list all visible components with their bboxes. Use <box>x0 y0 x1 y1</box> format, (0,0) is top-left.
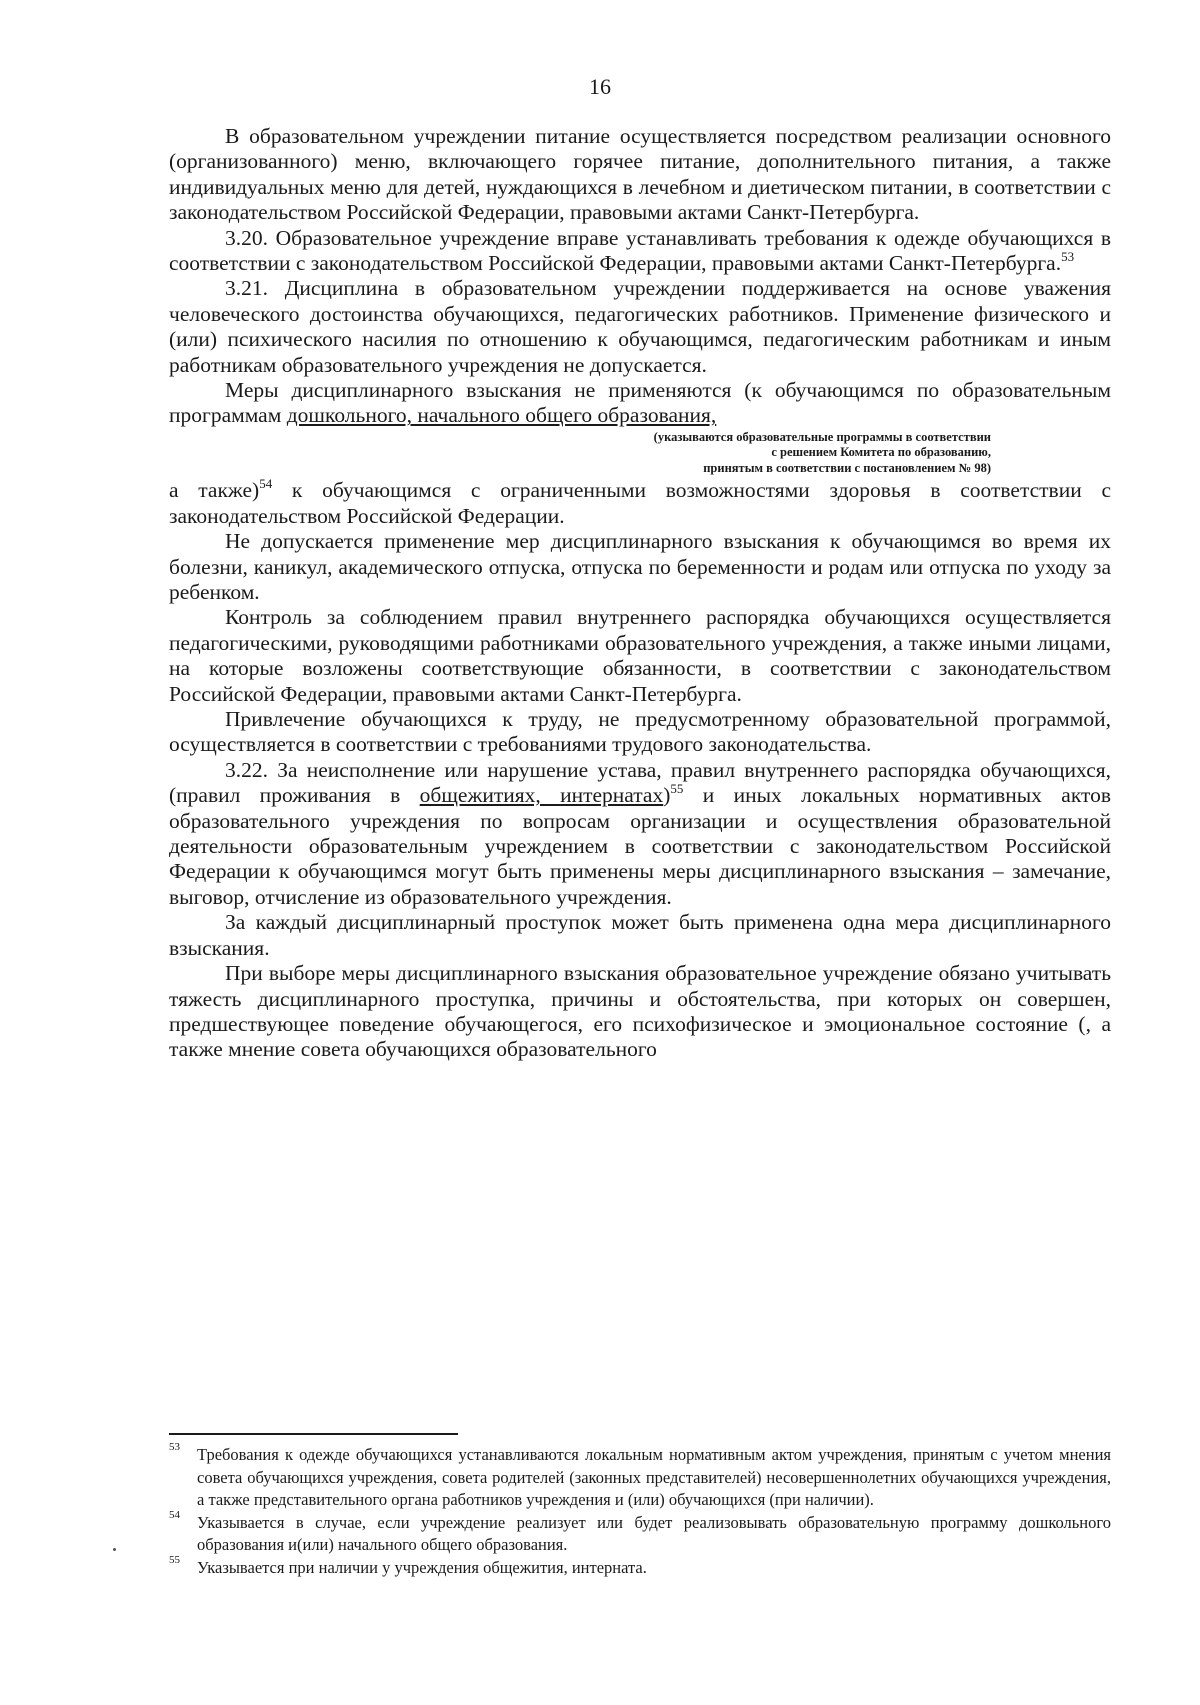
closing-paren: ) <box>663 783 671 808</box>
paragraph-choice-of-measure: При выборе меры дисциплинарного взыскания образовательное учреждение обязано учитывать тяжесть дисциплинарного проступка, причины и обстоятельства, при которых он совершен, предшествующее поведение обучающегося, его психофизическое и эмоциональное состояние (, а также мнение совета обучающихся образовательного <box>169 961 1111 1062</box>
footnote-ref-55: 55 <box>670 781 684 797</box>
footnote-55 <box>169 1553 1111 1580</box>
paragraph-text: Меры дисциплинарного взыскания не применяются (к обучающимся по образовательным программам <box>169 378 1111 428</box>
hint-line: принятым в соответствии с постановлением № 98) <box>703 460 991 475</box>
footnote-text: Указывается в случае, если учреждение реализует или будет реализовывать образовательную программу дошкольного образования и(или) начального общего образования. <box>197 1512 1111 1555</box>
footnote-text: Указывается при наличии у учреждения общежития, интерната. <box>197 1557 647 1577</box>
paragraph-control: Контроль за соблюдением правил внутреннего распорядка обучающихся осуществляется педагогическими, руководящими работниками образовательного учреждения, а также иными лицами, на которые возложены соответствующие обязанности, в соответствии с законодательством Российской Федерации, правовыми актами Санкт-Петербурга. <box>169 605 1111 706</box>
paragraph-text: к обучающимся с ограниченными возможностями здоровья в соответствии с законодательством Российской Федерации. <box>169 478 1111 528</box>
underlined-dormitories: общежитиях, интернатах <box>419 783 664 808</box>
footnote-mark: 53 <box>169 1441 180 1453</box>
footnotes <box>169 1441 1111 1580</box>
footnote-mark: 54 <box>169 1508 180 1521</box>
underlined-programs: дошкольного, начального общего образования, <box>286 403 717 428</box>
paragraph-3-22 <box>169 758 1111 910</box>
paragraph-text: 3.20. Образовательное учреждение вправе устанавливать требования к одежде обучающихся в соответствии с законодательством Российской Федерации, правовыми актами Санкт-Петербурга. <box>169 225 1111 276</box>
footnote-53 <box>169 1441 1111 1512</box>
paragraph-no-penalty-periods: Не допускается применение мер дисциплинарного взыскания к обучающимся во время их болезни, каникул, академического отпуска, отпуска по беременности и родам или отпуска по уходу за ребенком. <box>169 529 1111 604</box>
hint-line: с решением Комитета по образованию, <box>771 445 991 460</box>
paragraph-text: а также) <box>169 478 260 503</box>
footnote-text: Требования к одежде обучающихся устанавливаются локальным нормативным актом учреждения, принятым с учетом мнения совета обучающихся учреждения, совета родителей (законных представителей) несовершеннолетних обучающихся учреждения, а также представительного органа работников учреждения и (или) обучающихся (при наличии). <box>197 1445 1111 1510</box>
paragraph-text: и иных локальных нормативных актов образовательного учреждения по вопросам организации и осуществления образовательной деятельности образовательным учреждением в соответствии с законодательством Российской Федерации к обучающимся могут быть применены меры дисциплинарного взыскания – замечание, выговор, отчисление из образовательного учреждения. <box>169 783 1111 909</box>
footnote-54 <box>169 1508 1111 1557</box>
footnote-ref-53: 53 <box>1061 249 1075 265</box>
fill-in-hint <box>169 430 1111 477</box>
paragraph-one-measure: За каждый дисциплинарный проступок может быть применена одна мера дисциплинарного взыскания. <box>169 910 1111 960</box>
body-text <box>169 124 1111 1063</box>
paragraph-3-20 <box>169 226 1111 277</box>
scan-speck <box>113 1548 116 1551</box>
paragraph-3-21: 3.21. Дисциплина в образовательном учреждении поддерживается на основе уважения человеческого достоинства обучающихся, педагогических работников. Применение физического и (или) психического насилия по отношению к обучающимся, педагогическим работникам и иным работникам образовательного учреждения не допускается. <box>169 276 1111 377</box>
paragraph-labor: Привлечение обучающихся к труду, не предусмотренному образовательной программой, осуществляется в соответствии с требованиями трудового законодательства. <box>169 707 1111 757</box>
page-number: 16 <box>589 74 611 99</box>
paragraph-disciplinary-continued <box>169 478 1111 529</box>
hint-line: (указываются образовательные программы в соответствии <box>653 429 991 444</box>
paragraph-nutrition: В образовательном учреждении питание осуществляется посредством реализации основного (организованного) меню, включающего горячее питание, дополнительного питания, а также индивидуальных меню для детей, нуждающихся в лечебном и диетическом питании, в соответствии с законодательством Российской Федерации, правовыми актами Санкт-Петербурга. <box>169 124 1111 225</box>
footnote-ref-54: 54 <box>259 476 273 492</box>
paragraph-text: 3.22. За неисполнение или нарушение устава, правил внутреннего распорядка обучающихся, (правил проживания в <box>169 757 1111 808</box>
footnote-separator <box>169 1433 458 1435</box>
paragraph-disciplinary-measures <box>169 378 1111 429</box>
footnote-mark: 55 <box>169 1553 180 1566</box>
